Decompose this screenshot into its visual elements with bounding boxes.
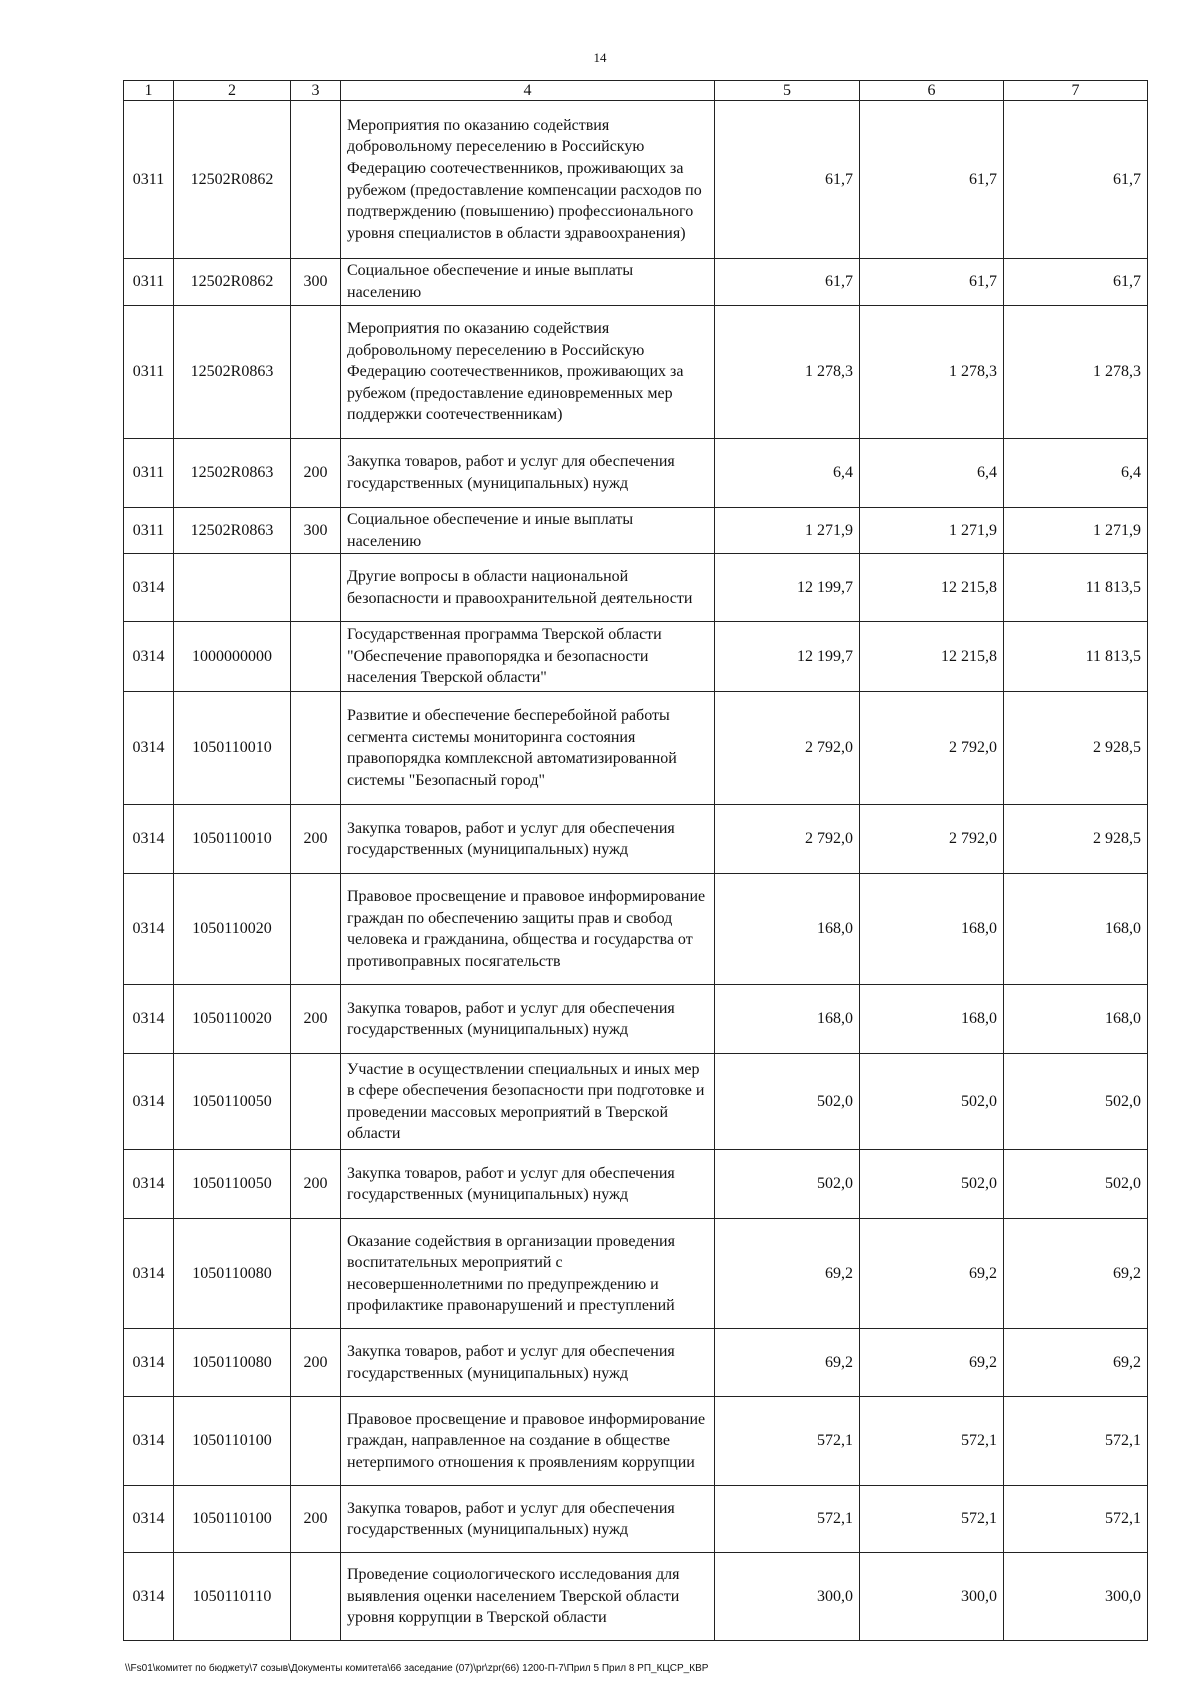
column-header: 3: [291, 81, 341, 101]
item-name: Закупка товаров, работ и услуг для обеспечения государственных (муниципальных) нужд: [341, 1150, 715, 1219]
amount-col6: 1 271,9: [860, 508, 1004, 554]
amount-col7: 1 278,3: [1004, 306, 1148, 439]
amount-col7: 61,7: [1004, 101, 1148, 259]
section-code: 0311: [124, 306, 174, 439]
amount-col6: 572,1: [860, 1486, 1004, 1553]
section-code: 0314: [124, 874, 174, 985]
amount-col6: 168,0: [860, 874, 1004, 985]
section-code: 0314: [124, 692, 174, 805]
expense-type: [291, 874, 341, 985]
section-code: 0314: [124, 1553, 174, 1641]
table-row: [124, 508, 1148, 554]
table-row: [124, 1219, 1148, 1329]
item-name: Мероприятия по оказанию содействия добровольному переселению в Российскую Федерацию соотечественников, проживающих за рубежом (предоставление единовременных мер поддержки соотечественникам): [341, 306, 715, 439]
section-code: 0314: [124, 554, 174, 622]
column-header: 1: [124, 81, 174, 101]
target-article: 1050110050: [174, 1054, 291, 1150]
item-name: Участие в осуществлении специальных и иных мер в сфере обеспечения безопасности при подготовке и проведении массовых мероприятий в Тверской области: [341, 1054, 715, 1150]
amount-col6: 572,1: [860, 1397, 1004, 1486]
item-name: Другие вопросы в области национальной безопасности и правоохранительной деятельности: [341, 554, 715, 622]
amount-col5: 502,0: [715, 1150, 860, 1219]
item-name: Правовое просвещение и правовое информирование граждан, направленное на создание в обществе нетерпимого отношения к проявлениям коррупции: [341, 1397, 715, 1486]
amount-col5: 69,2: [715, 1329, 860, 1397]
amount-col7: 1 271,9: [1004, 508, 1148, 554]
section-code: 0311: [124, 259, 174, 306]
table-row: [124, 874, 1148, 985]
amount-col5: 168,0: [715, 985, 860, 1054]
item-name: Развитие и обеспечение бесперебойной работы сегмента системы мониторинга состояния правопорядка комплексной автоматизированной системы "Безопасный город": [341, 692, 715, 805]
item-name: Проведение социологического исследования для выявления оценки населением Тверской области уровня коррупции в Тверской области: [341, 1553, 715, 1641]
amount-col5: 572,1: [715, 1397, 860, 1486]
amount-col5: 12 199,7: [715, 554, 860, 622]
file-path-footer: \\Fs01\комитет по бюджету\7 созыв\Документы комитета\66 заседание (07)\pr\zpr(66) 1200-П-7\Прил 5 Прил 8 РП_КЦСР_КВР: [125, 1663, 709, 1674]
expense-type: 200: [291, 1329, 341, 1397]
amount-col6: 61,7: [860, 101, 1004, 259]
expense-type: [291, 1054, 341, 1150]
item-name: Оказание содействия в организации проведения воспитательных мероприятий с несовершеннолетними по предупреждению и профилактике правонарушений и преступлений: [341, 1219, 715, 1329]
item-name: Правовое просвещение и правовое информирование граждан по обеспечению защиты прав и свобод человека и гражданина, общества и государства от противоправных посягательств: [341, 874, 715, 985]
target-article: 12502R0863: [174, 508, 291, 554]
target-article: 12502R0863: [174, 439, 291, 508]
target-article: 1050110020: [174, 985, 291, 1054]
amount-col6: 12 215,8: [860, 622, 1004, 692]
item-name: Социальное обеспечение и иные выплаты населению: [341, 259, 715, 306]
section-code: 0311: [124, 101, 174, 259]
amount-col6: 168,0: [860, 985, 1004, 1054]
section-code: 0314: [124, 1329, 174, 1397]
amount-col5: 12 199,7: [715, 622, 860, 692]
amount-col7: 168,0: [1004, 874, 1148, 985]
section-code: 0314: [124, 1397, 174, 1486]
target-article: 1050110100: [174, 1486, 291, 1553]
item-name: Закупка товаров, работ и услуг для обеспечения государственных (муниципальных) нужд: [341, 1486, 715, 1553]
amount-col6: 502,0: [860, 1150, 1004, 1219]
target-article: 1050110080: [174, 1219, 291, 1329]
table-row: [124, 692, 1148, 805]
expense-type: 300: [291, 508, 341, 554]
amount-col7: 11 813,5: [1004, 622, 1148, 692]
expense-type: [291, 306, 341, 439]
amount-col7: 11 813,5: [1004, 554, 1148, 622]
amount-col5: 6,4: [715, 439, 860, 508]
table-row: [124, 439, 1148, 508]
table-row: [124, 1397, 1148, 1486]
table-row: [124, 1553, 1148, 1641]
amount-col5: 502,0: [715, 1054, 860, 1150]
column-header: 6: [860, 81, 1004, 101]
budget-table: [123, 80, 1148, 1641]
amount-col7: 69,2: [1004, 1219, 1148, 1329]
target-article: 1050110020: [174, 874, 291, 985]
target-article: 1050110050: [174, 1150, 291, 1219]
table-row: [124, 554, 1148, 622]
amount-col6: 1 278,3: [860, 306, 1004, 439]
amount-col7: 69,2: [1004, 1329, 1148, 1397]
amount-col7: 502,0: [1004, 1054, 1148, 1150]
expense-type: [291, 1553, 341, 1641]
amount-col7: 2 928,5: [1004, 805, 1148, 874]
section-code: 0314: [124, 805, 174, 874]
expense-type: 200: [291, 985, 341, 1054]
item-name: Закупка товаров, работ и услуг для обеспечения государственных (муниципальных) нужд: [341, 985, 715, 1054]
column-number-row: [124, 81, 1148, 101]
amount-col7: 502,0: [1004, 1150, 1148, 1219]
table-row: [124, 622, 1148, 692]
table-row: [124, 259, 1148, 306]
amount-col7: 2 928,5: [1004, 692, 1148, 805]
amount-col6: 2 792,0: [860, 692, 1004, 805]
target-article: 12502R0862: [174, 259, 291, 306]
amount-col7: 61,7: [1004, 259, 1148, 306]
amount-col6: 12 215,8: [860, 554, 1004, 622]
column-header: 5: [715, 81, 860, 101]
amount-col5: 2 792,0: [715, 692, 860, 805]
amount-col6: 6,4: [860, 439, 1004, 508]
expense-type: 200: [291, 439, 341, 508]
target-article: 1050110010: [174, 805, 291, 874]
amount-col6: 69,2: [860, 1219, 1004, 1329]
table-row: [124, 985, 1148, 1054]
item-name: Государственная программа Тверской области "Обеспечение правопорядка и безопасности населения Тверской области": [341, 622, 715, 692]
amount-col7: 6,4: [1004, 439, 1148, 508]
target-article: 1050110110: [174, 1553, 291, 1641]
item-name: Мероприятия по оказанию содействия добровольному переселению в Российскую Федерацию соотечественников, проживающих за рубежом (предоставление компенсации расходов по подтверждению (повышению) профессионального уровня специалистов в области здравоохранения): [341, 101, 715, 259]
table-row: [124, 805, 1148, 874]
amount-col5: 61,7: [715, 259, 860, 306]
amount-col5: 61,7: [715, 101, 860, 259]
column-header: 2: [174, 81, 291, 101]
table-row: [124, 1054, 1148, 1150]
target-article: 12502R0863: [174, 306, 291, 439]
page-number: 14: [593, 50, 607, 65]
target-article: 1050110080: [174, 1329, 291, 1397]
item-name: Социальное обеспечение и иные выплаты населению: [341, 508, 715, 554]
target-article: 1000000000: [174, 622, 291, 692]
table-row: [124, 1150, 1148, 1219]
amount-col7: 572,1: [1004, 1397, 1148, 1486]
amount-col5: 1 271,9: [715, 508, 860, 554]
item-name: Закупка товаров, работ и услуг для обеспечения государственных (муниципальных) нужд: [341, 1329, 715, 1397]
item-name: Закупка товаров, работ и услуг для обеспечения государственных (муниципальных) нужд: [341, 805, 715, 874]
section-code: 0314: [124, 622, 174, 692]
expense-type: 200: [291, 805, 341, 874]
target-article: 1050110100: [174, 1397, 291, 1486]
amount-col7: 300,0: [1004, 1553, 1148, 1641]
section-code: 0314: [124, 1054, 174, 1150]
section-code: 0311: [124, 508, 174, 554]
expense-type: [291, 101, 341, 259]
column-header: 7: [1004, 81, 1148, 101]
expense-type: 300: [291, 259, 341, 306]
amount-col6: 300,0: [860, 1553, 1004, 1641]
amount-col5: 69,2: [715, 1219, 860, 1329]
amount-col6: 502,0: [860, 1054, 1004, 1150]
column-header: 4: [341, 81, 715, 101]
section-code: 0314: [124, 985, 174, 1054]
target-article: 1050110010: [174, 692, 291, 805]
amount-col7: 572,1: [1004, 1486, 1148, 1553]
table-row: [124, 306, 1148, 439]
table-row: [124, 1486, 1148, 1553]
expense-type: [291, 692, 341, 805]
item-name: Закупка товаров, работ и услуг для обеспечения государственных (муниципальных) нужд: [341, 439, 715, 508]
amount-col5: 168,0: [715, 874, 860, 985]
expense-type: 200: [291, 1486, 341, 1553]
section-code: 0314: [124, 1150, 174, 1219]
expense-type: [291, 1219, 341, 1329]
amount-col5: 1 278,3: [715, 306, 860, 439]
section-code: 0314: [124, 1486, 174, 1553]
target-article: 12502R0862: [174, 101, 291, 259]
table-row: [124, 101, 1148, 259]
amount-col6: 69,2: [860, 1329, 1004, 1397]
section-code: 0311: [124, 439, 174, 508]
expense-type: [291, 1397, 341, 1486]
section-code: 0314: [124, 1219, 174, 1329]
expense-type: [291, 554, 341, 622]
table-row: [124, 1329, 1148, 1397]
target-article: [174, 554, 291, 622]
amount-col6: 61,7: [860, 259, 1004, 306]
expense-type: 200: [291, 1150, 341, 1219]
amount-col5: 2 792,0: [715, 805, 860, 874]
amount-col6: 2 792,0: [860, 805, 1004, 874]
expense-type: [291, 622, 341, 692]
amount-col5: 300,0: [715, 1553, 860, 1641]
amount-col5: 572,1: [715, 1486, 860, 1553]
amount-col7: 168,0: [1004, 985, 1148, 1054]
